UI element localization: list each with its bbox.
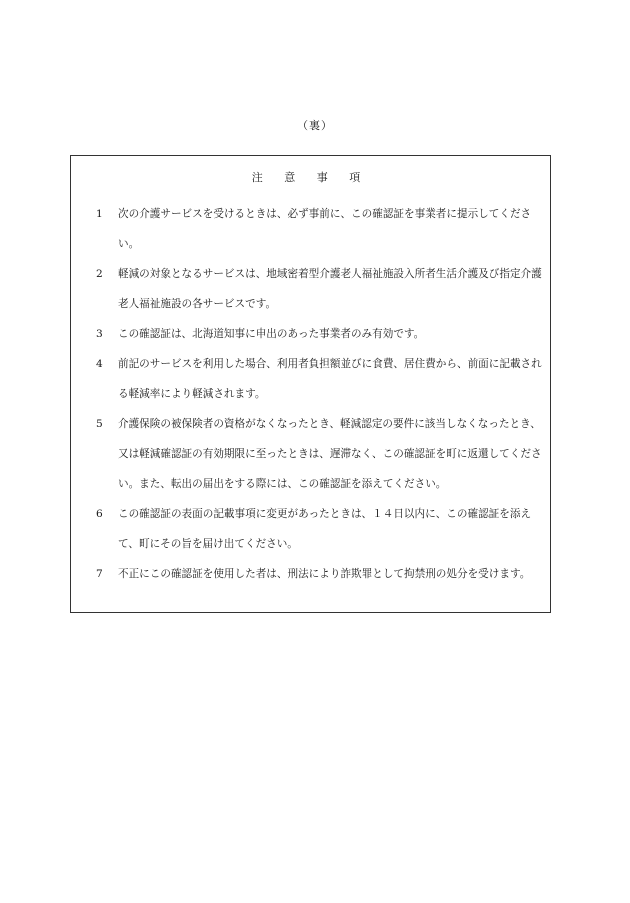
notice-item-text: 介護保険の被保険者の資格がなくなったとき、軽減認定の要件に該当しなくなったとき、又は軽減確認証の有効期限に至ったときは、遅滞なく、この確認証を町に返還してください。また、転出の届出をする際には、この確認証を添えてください。 bbox=[118, 418, 542, 490]
notice-item-text: この確認証の表面の記載事項に変更があったときは、１４日以内に、この確認証を添えて、町にその旨を届け出てください。 bbox=[118, 508, 532, 550]
notice-item-3 bbox=[96, 319, 548, 349]
notice-item-4 bbox=[96, 349, 548, 409]
notice-item-text: 前記のサービスを利用した場合、利用者負担額並びに食費、居住費から、前面に記載される軽減率により軽減されます。 bbox=[118, 358, 542, 400]
notice-item-text: 不正にこの確認証を使用した者は、刑法により詐欺罪として拘禁刑の処分を受けます。 bbox=[118, 568, 531, 580]
notice-item-number: 6 bbox=[96, 508, 103, 520]
notice-item-text: 次の介護サービスを受けるときは、必ず事前に、この確認証を事業者に提示してください。 bbox=[118, 208, 532, 250]
page-side-label: （裏） bbox=[297, 119, 333, 132]
notice-title: 注 意 事 項 bbox=[251, 171, 370, 184]
notice-item-number: 4 bbox=[96, 358, 103, 370]
notice-item-text: 軽減の対象となるサービスは、地域密着型介護老人福祉施設入所者生活介護及び指定介護老人福祉施設の各サービスです。 bbox=[118, 268, 542, 310]
notice-list bbox=[96, 199, 548, 589]
notice-item-1 bbox=[96, 199, 548, 259]
notice-box bbox=[70, 155, 551, 613]
notice-item-number: 1 bbox=[96, 208, 103, 220]
notice-item-6 bbox=[96, 499, 548, 559]
notice-item-number: 2 bbox=[96, 268, 103, 280]
notice-item-5 bbox=[96, 409, 548, 499]
notice-item-number: 7 bbox=[96, 568, 103, 580]
notice-item-text: この確認証は、北海道知事に申出のあった事業者のみ有効です。 bbox=[118, 328, 425, 340]
notice-item-number: 3 bbox=[96, 328, 103, 340]
notice-item-7 bbox=[96, 559, 548, 589]
notice-item-number: 5 bbox=[96, 418, 103, 430]
notice-item-2 bbox=[96, 259, 548, 319]
